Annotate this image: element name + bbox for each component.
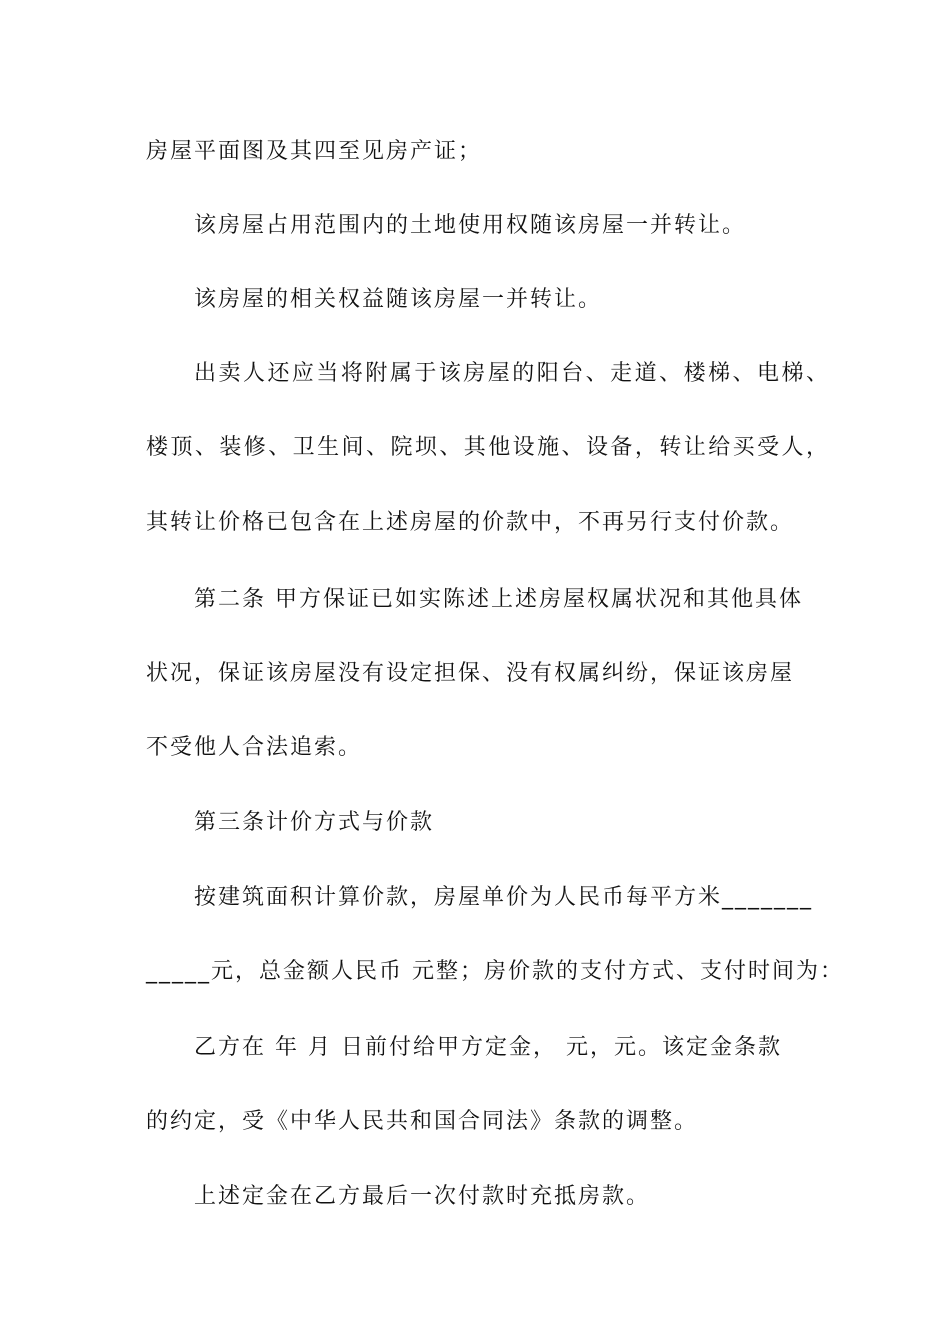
text-line: 第二条 甲方保证已如实陈述上述房屋权属状况和其他具体 — [194, 587, 803, 612]
text-line: 不受他人合法追索。 — [146, 735, 363, 760]
text-line: 按建筑面积计算价款，房屋单价为人民币每平方米_______ — [194, 885, 814, 910]
text-line: 其转让价格已包含在上述房屋的价款中，不再另行支付价款。 — [146, 510, 795, 535]
text-line: 上述定金在乙方最后一次付款时充抵房款。 — [194, 1184, 651, 1209]
text-line: 乙方在 年 月 日前付给甲方定金， 元，元。该定金条款 — [194, 1035, 782, 1060]
text-line: 房屋平面图及其四至见房产证； — [146, 139, 483, 164]
text-line: 第三条计价方式与价款 — [194, 810, 435, 835]
text-line: 出卖人还应当将附属于该房屋的阳台、走道、楼梯、电梯、 — [194, 361, 830, 386]
text-line: _____元，总金额人民币 元整；房价款的支付方式、支付时间为： — [146, 959, 844, 984]
text-line: 状况，保证该房屋没有设定担保、没有权属纠纷，保证该房屋 — [146, 661, 795, 686]
text-line: 楼顶、装修、卫生间、院坝、其他设施、设备，转让给买受人， — [146, 435, 830, 460]
text-line: 该房屋的相关权益随该房屋一并转让。 — [194, 287, 603, 312]
text-line: 该房屋占用范围内的土地使用权随该房屋一并转让。 — [194, 213, 747, 238]
text-line: 的约定，受《中华人民共和国合同法》条款的调整。 — [146, 1109, 699, 1134]
